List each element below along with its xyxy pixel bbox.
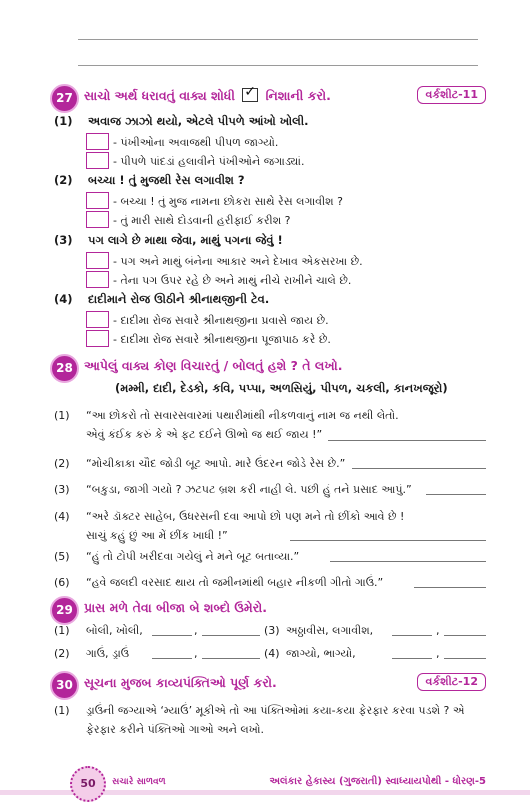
instruction-text: ફેરફાર કરીને પંક્તિઓ ગાઓ અને લખો. (86, 723, 265, 736)
item-text: સાચું કહું છું આ મેં છીંક ખાધી !” (86, 529, 228, 542)
option-text: પગ અને માથું બંનેના આકાર અને દેખાવ એકસરખા છે. (120, 255, 363, 268)
section-number: 29 (50, 596, 79, 625)
blank-line (78, 39, 478, 40)
item-number: (1) (54, 704, 70, 717)
option-text: તું મારી સાથે દોડવાની હરીફાઈ કરીશ ? (120, 214, 291, 227)
question-text: પગ લાગે છે માથા જેવા, માથું પગના જેવું ! (88, 233, 283, 247)
answer-line[interactable] (414, 587, 486, 588)
comma: , (436, 624, 440, 637)
option: - પગ અને માથું બંનેના આકાર અને દેખાવ એકસરખા છે. (86, 252, 363, 269)
word-options: (મમ્મી, દાદી, દેડકો, કવિ, પપ્પા, અળસિયું, પીપળ, ચકલી, કાનખજૂરો) (115, 381, 448, 395)
item-number: (3) (54, 483, 70, 496)
answer-checkbox[interactable] (86, 311, 109, 328)
option-text: પીપળે પાંદડાં હલાવીને પંખીઓને જગાડ્યાં. (120, 155, 305, 168)
option: - પંખીઓના અવાજથી પીપળ જાગ્યો. (86, 133, 278, 150)
question (54, 173, 245, 188)
question-number: (3) (54, 233, 73, 247)
comma: , (194, 647, 198, 660)
option: - દાદીમા રોજ સવારે શ્રીનાથજીના પૂજાપાઠ કરે છે. (86, 330, 331, 347)
page-number: 50 (70, 766, 106, 802)
item-number: (4) (54, 510, 70, 523)
option: - તેના પગ ઉપર રહે છે અને માથું નીચે રાખીને ચાલે છે. (86, 271, 351, 288)
comma: , (194, 624, 198, 637)
answer-line[interactable] (444, 658, 486, 659)
rhyme-words: ગાઉં, ડ્રાઉં (86, 647, 130, 660)
item-text: “આ છોકરો તો સવારસવારમાં પથારીમાંથી નીકળવાનું નામ જ નથી લેતો. (86, 409, 399, 422)
item-text: “મોચીકાકા ચૌદ જોડી બૂટ આપો. મારે ઉંદરન જોડે રેસ છે.” (86, 457, 346, 470)
question (54, 233, 283, 248)
option: - બચ્ચા ! તું મુજ નામના છોકરા સાથે રેસ લગાવીશ ? (86, 192, 343, 209)
section-28-header (50, 354, 486, 380)
answer-line[interactable] (426, 494, 486, 495)
question-number: (2) (54, 173, 73, 187)
answer-line[interactable] (352, 468, 486, 469)
item-number: (5) (54, 550, 70, 563)
section-title: આપેલું વાક્ય કોણ વિચારતું / બોલતું હશે ? તે લખો. (84, 358, 343, 373)
question (54, 292, 269, 307)
answer-checkbox[interactable] (86, 192, 109, 209)
question (54, 114, 308, 129)
question-text: દાદીમાને રોજ ઊઠીને શ્રીનાથજીની ટેવ. (88, 292, 270, 306)
section-number: 28 (50, 354, 79, 383)
answer-line[interactable] (330, 561, 486, 562)
title-part-b: નિશાની કરો. (265, 88, 331, 103)
rhyme-words: બોલી, ખોલી, (86, 624, 143, 637)
answer-checkbox[interactable] (86, 252, 109, 269)
item-number: (1) (54, 624, 70, 637)
section-number: 27 (50, 84, 79, 113)
footer-left-text: સચારે સાળવળ (112, 777, 166, 787)
option: - પીપળે પાંદડાં હલાવીને પંખીઓને જગાડ્યાં. (86, 152, 304, 169)
option: - તું મારી સાથે દોડવાની હરીફાઈ કરીશ ? (86, 211, 291, 228)
blank-line (78, 65, 478, 66)
question-number: (1) (54, 114, 73, 128)
answer-checkbox[interactable] (86, 133, 109, 150)
answer-line[interactable] (328, 440, 486, 441)
item-number: (3) (264, 624, 280, 637)
question-number: (4) (54, 292, 73, 306)
section-title: પ્રાસ મળે તેવા બીજા બે શબ્દો ઉમેરો. (84, 600, 268, 615)
item-number: (4) (264, 647, 280, 660)
option-text: તેના પગ ઉપર રહે છે અને માથું નીચે રાખીને ચાલે છે. (120, 274, 352, 287)
item-text: “અરે ડૉક્ટર સાહેબ, ઉધરસની દવા આપો છો પણ મને તો છીંકો આવે છે ! (86, 510, 405, 523)
title-part-a: સાચો અર્થ ધરાવતું વાક્ય શોધી (84, 88, 235, 103)
option-text: દાદીમા રોજ સવારે શ્રીનાથજીના પ્રવાસે જાય છે. (120, 314, 329, 327)
worksheet-badge: વર્કશીટ-12 (417, 673, 486, 691)
item-text: “હવે જલદી વરસાદ થાય તો જમીનમાંથી બહાર નીકળી ગીતો ગાઉં.” (86, 576, 384, 589)
option-text: બચ્ચા ! તું મુજ નામના છોકરા સાથે રેસ લગાવીશ ? (120, 195, 343, 208)
answer-checkbox[interactable] (86, 211, 109, 228)
tick-box-icon (242, 88, 258, 102)
item-number: (2) (54, 647, 70, 660)
instruction-text: ડ્રાઉંની જગ્યાએ ‘મ્યાઉં’ મૂકીએ તો આ પંક્તિઓમાં કયા-કયા ફેરફાર કરવા પડશે ? એ (86, 704, 465, 717)
rhyme-words: અઠ્ઠાવીસ, લગાવીશ, (286, 624, 374, 637)
section-30-header (50, 671, 486, 697)
answer-checkbox[interactable] (86, 271, 109, 288)
section-title (84, 88, 331, 104)
item-text: “બકુડા, જાગી ગયો ? ઝટપટ બ્રશ કરી નાહી લે. પછી હું તને પ્રસાદ આપું.” (86, 483, 412, 496)
option: - દાદીમા રોજ સવારે શ્રીનાથજીના પ્રવાસે જાય છે. (86, 311, 329, 328)
item-text: “હું તો ટોપી ખરીદવા ગયેલું ને મને બૂટ બતાવ્યા.” (86, 550, 300, 563)
answer-line[interactable] (152, 658, 192, 659)
option-text: દાદીમા રોજ સવારે શ્રીનાથજીના પૂજાપાઠ કરે છે. (120, 333, 331, 346)
section-number: 30 (50, 671, 79, 700)
answer-line[interactable] (444, 635, 486, 636)
page-footer (0, 768, 530, 795)
item-number: (1) (54, 409, 70, 422)
answer-line[interactable] (392, 635, 432, 636)
question-text: અવાજ ઝાઝો થયો, એટલે પીપળે આંખો ખોલી. (88, 114, 309, 128)
answer-line[interactable] (202, 635, 260, 636)
section-27-header (50, 84, 486, 110)
comma: , (436, 647, 440, 660)
answer-checkbox[interactable] (86, 152, 109, 169)
item-number: (6) (54, 576, 70, 589)
answer-checkbox[interactable] (86, 330, 109, 347)
worksheet-badge: વર્કશીટ-11 (417, 86, 486, 104)
answer-line[interactable] (290, 540, 486, 541)
rhyme-words: જાગ્યો, ભાગ્યો, (286, 647, 356, 660)
question-text: બચ્ચા ! તું મુજથી રેસ લગાવીશ ? (88, 173, 245, 187)
answer-line[interactable] (392, 658, 432, 659)
option-text: પંખીઓના અવાજથી પીપળ જાગ્યો. (120, 136, 279, 149)
answer-line[interactable] (152, 635, 192, 636)
section-29-header (50, 596, 486, 622)
section-title: સૂચના મુજબ કાવ્યપંક્તિઓ પૂર્ણ કરો. (84, 675, 277, 690)
answer-line[interactable] (202, 658, 260, 659)
item-number: (2) (54, 457, 70, 470)
footer-book-title: અલંકાર હેકાસ્ય (ગુજરાતી) સ્વાધ્યાયપોથી - ધોરણ-5 (269, 776, 486, 787)
item-text: એવું કંઈક કરું કે એ ફટ દઈને ઊભો જ થઈ જાય !” (86, 428, 323, 441)
